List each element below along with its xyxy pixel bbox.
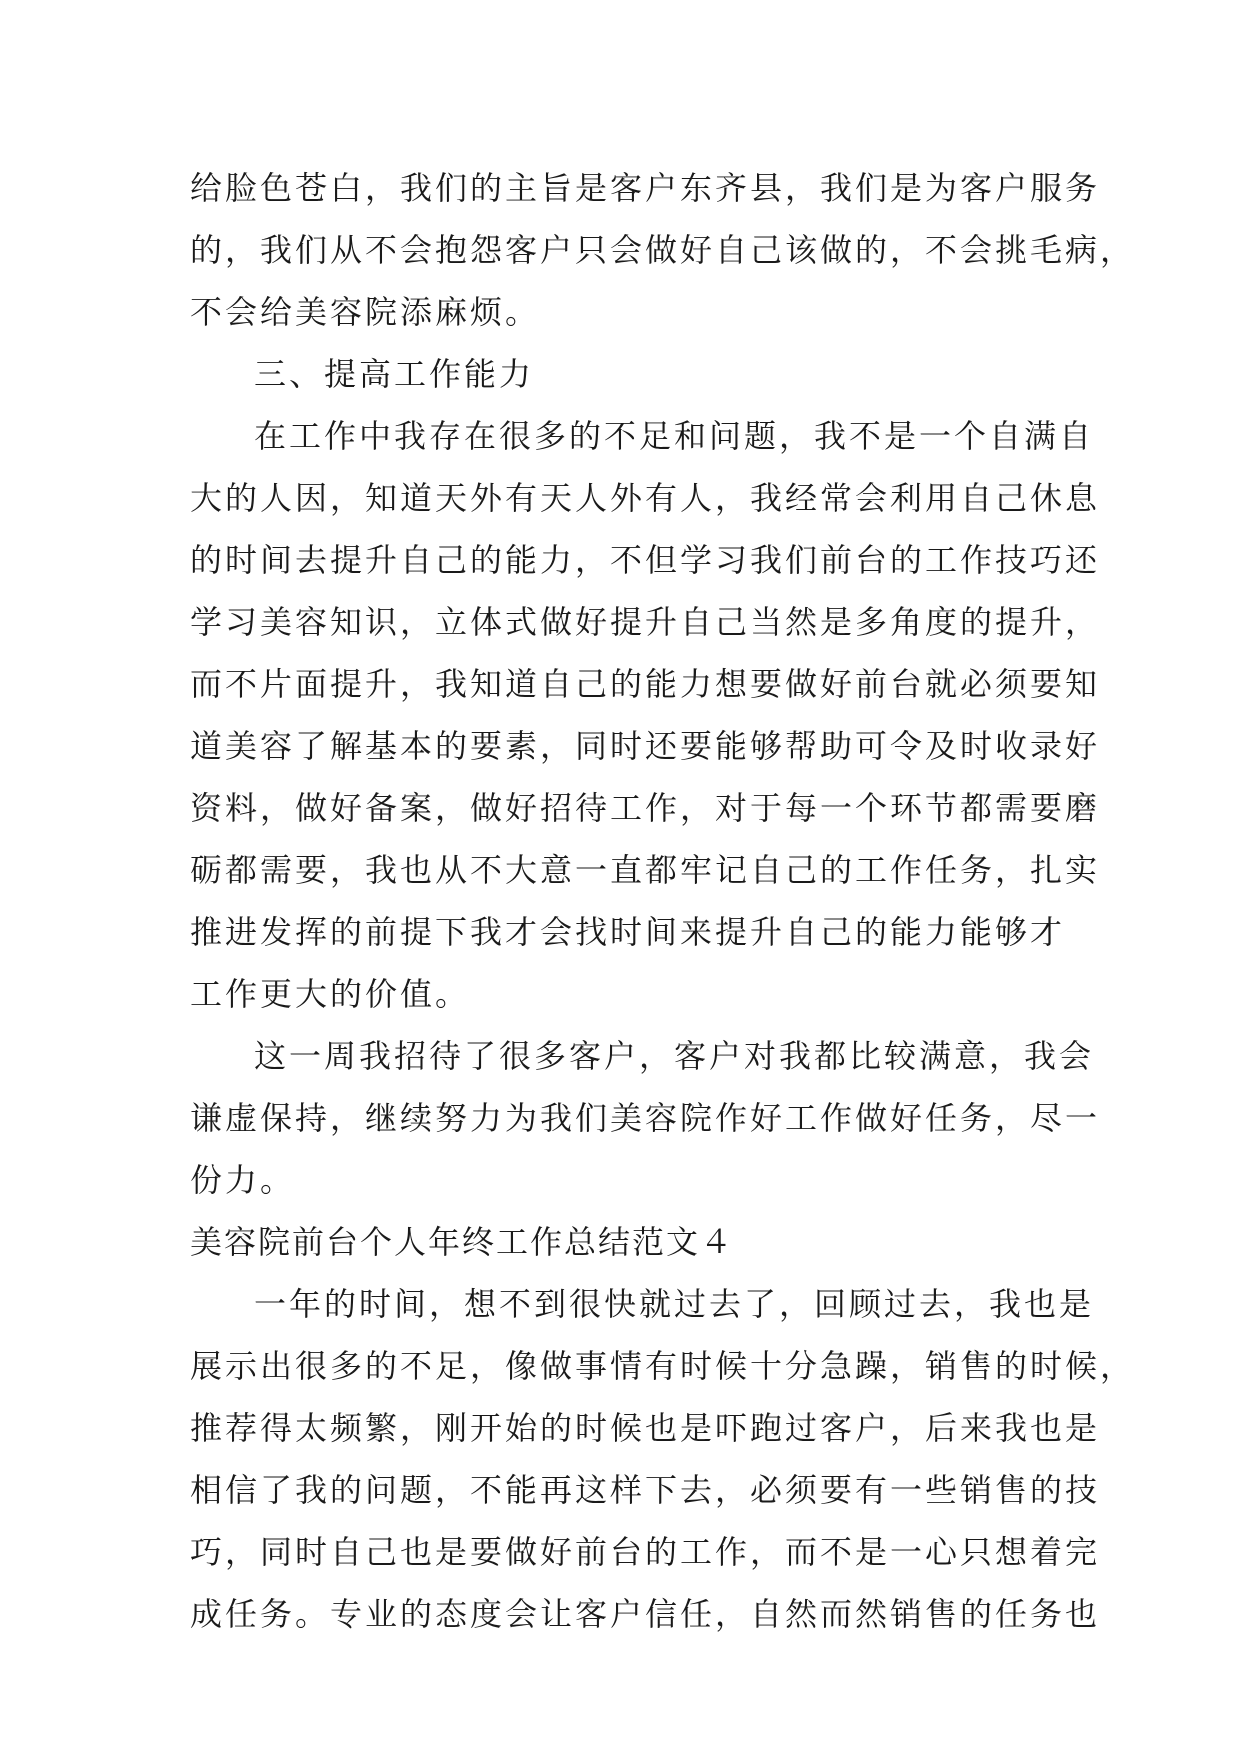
paragraph-line: 成任务。专业的态度会让客户信任，自然而然销售的任务也 [190, 1595, 1101, 1633]
paragraph-line: 谦虚保持，继续努力为我们美容院作好工作做好任务，尽一 [190, 1099, 1101, 1137]
paragraph-line: 不会给美容院添麻烦。 [190, 293, 541, 331]
paragraph-line: 的时间去提升自己的能力，不但学习我们前台的工作技巧还 [190, 541, 1101, 579]
paragraph-line: 相信了我的问题，不能再这样下去，必须要有一些销售的技 [190, 1471, 1101, 1509]
article-title: 美容院前台个人年终工作总结范文４ [190, 1223, 735, 1261]
paragraph-line: 份力。 [190, 1161, 296, 1199]
paragraph-line: 而不片面提升，我知道自己的能力想要做好前台就必须要知 [190, 665, 1101, 703]
paragraph-line: 工作更大的价值。 [190, 975, 471, 1013]
paragraph-line: 巧，同时自己也是要做好前台的工作，而不是一心只想着完 [190, 1533, 1101, 1571]
paragraph-line: 砺都需要，我也从不大意一直都牢记自己的工作任务，扎实 [190, 851, 1101, 889]
paragraph-line: 资料，做好备案，做好招待工作，对于每一个环节都需要磨 [190, 789, 1101, 827]
paragraph-line: 推荐得太频繁，刚开始的时候也是吓跑过客户，后来我也是 [190, 1409, 1101, 1447]
paragraph-line: 一年的时间，想不到很快就过去了，回顾过去，我也是 [254, 1285, 1095, 1323]
paragraph-line: 大的人因，知道天外有天人外有人，我经常会利用自己休息 [190, 479, 1101, 517]
paragraph-line: 给脸色苍白，我们的主旨是客户东齐县，我们是为客户服务 [190, 169, 1101, 207]
paragraph-line: 道美容了解基本的要素，同时还要能够帮助可令及时收录好 [190, 727, 1101, 765]
paragraph-line: 这一周我招待了很多客户，客户对我都比较满意，我会 [254, 1037, 1095, 1075]
paragraph-line: 的，我们从不会抱怨客户只会做好自己该做的，不会挑毛病， [190, 231, 1136, 269]
paragraph-line: 展示出很多的不足，像做事情有时候十分急躁，销售的时候， [190, 1347, 1136, 1385]
paragraph-line: 推进发挥的前提下我才会找时间来提升自己的能力能够才 [190, 913, 1066, 951]
section-heading: 三、提高工作能力 [254, 355, 535, 393]
paragraph-line: 学习美容知识，立体式做好提升自己当然是多角度的提升， [190, 603, 1101, 641]
paragraph-line: 在工作中我存在很多的不足和问题，我不是一个自满自 [254, 417, 1095, 455]
